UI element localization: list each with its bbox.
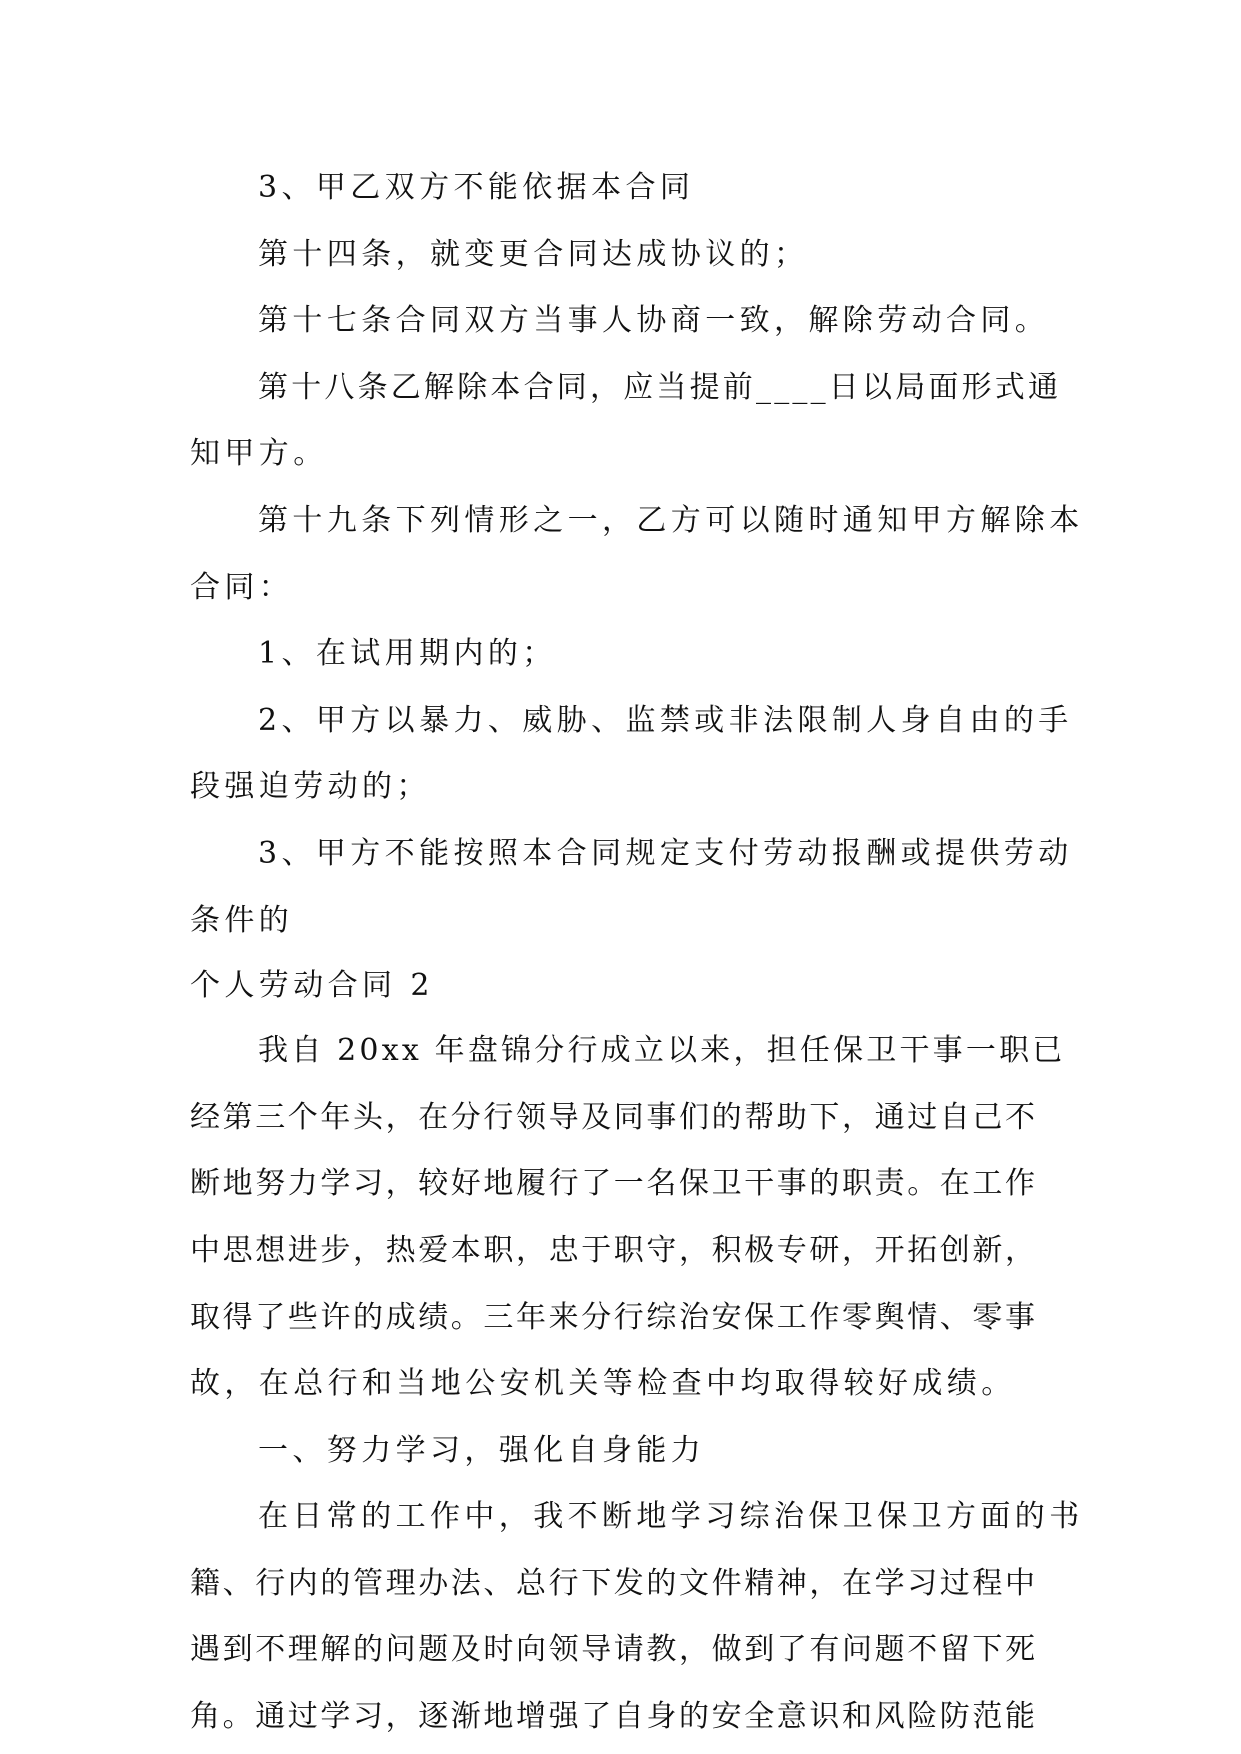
paragraph-line: 3、甲乙双方不能依据本合同 [258, 170, 695, 205]
paragraph-line: 第十四条，就变更合同达成协议的； [258, 236, 809, 272]
paragraph-line: 角。通过学习，逐渐地增强了自身的安全意识和风险防范能 [190, 1699, 1038, 1735]
paragraph-line: 第十八条乙解除本合同，应当提前____日以局面形式通 [258, 369, 1062, 405]
paragraph-line: 条件的 [190, 902, 294, 938]
section-heading: 个人劳动合同 2 [190, 968, 434, 1004]
paragraph-line: 遇到不理解的问题及时向领导请教，做到了有问题不留下死 [190, 1632, 1038, 1668]
document-body [190, 155, 1084, 1751]
paragraph-line: 第十九条下列情形之一，乙方可以随时通知甲方解除本 [258, 502, 1084, 538]
paragraph-line: 中思想进步，热爱本职，忠于职守，积极专研，开拓创新， [190, 1232, 1038, 1268]
paragraph-line: 取得了些许的成绩。三年来分行综治安保工作零舆情、零事 [190, 1299, 1038, 1335]
paragraph-line: 在日常的工作中，我不断地学习综治保卫保卫方面的书 [258, 1499, 1084, 1535]
paragraph-line: 合同： [190, 569, 294, 605]
paragraph-line: 知甲方。 [190, 436, 328, 472]
paragraph-line: 2、甲方以暴力、威胁、监禁或非法限制人身自由的手 [258, 702, 1073, 738]
paragraph-line: 我自 20xx 年盘锦分行成立以来，担任保卫干事一职已 [258, 1033, 1066, 1069]
paragraph-line: 段强迫劳动的； [190, 769, 431, 805]
subheading-line: 一、努力学习，强化自身能力 [258, 1432, 706, 1468]
paragraph-line: 第十七条合同双方当事人协商一致，解除劳动合同。 [258, 303, 1050, 339]
paragraph-line: 1、在试用期内的； [258, 636, 557, 672]
paragraph-line: 断地努力学习，较好地履行了一名保卫干事的职责。在工作 [190, 1166, 1038, 1202]
paragraph-line: 经第三个年头，在分行领导及同事们的帮助下，通过自己不 [190, 1099, 1038, 1135]
paragraph-line: 3、甲方不能按照本合同规定支付劳动报酬或提供劳动 [258, 835, 1073, 871]
paragraph-line: 故，在总行和当地公安机关等检查中均取得较好成绩。 [190, 1366, 1016, 1402]
paragraph-line: 籍、行内的管理办法、总行下发的文件精神，在学习过程中 [190, 1565, 1038, 1601]
